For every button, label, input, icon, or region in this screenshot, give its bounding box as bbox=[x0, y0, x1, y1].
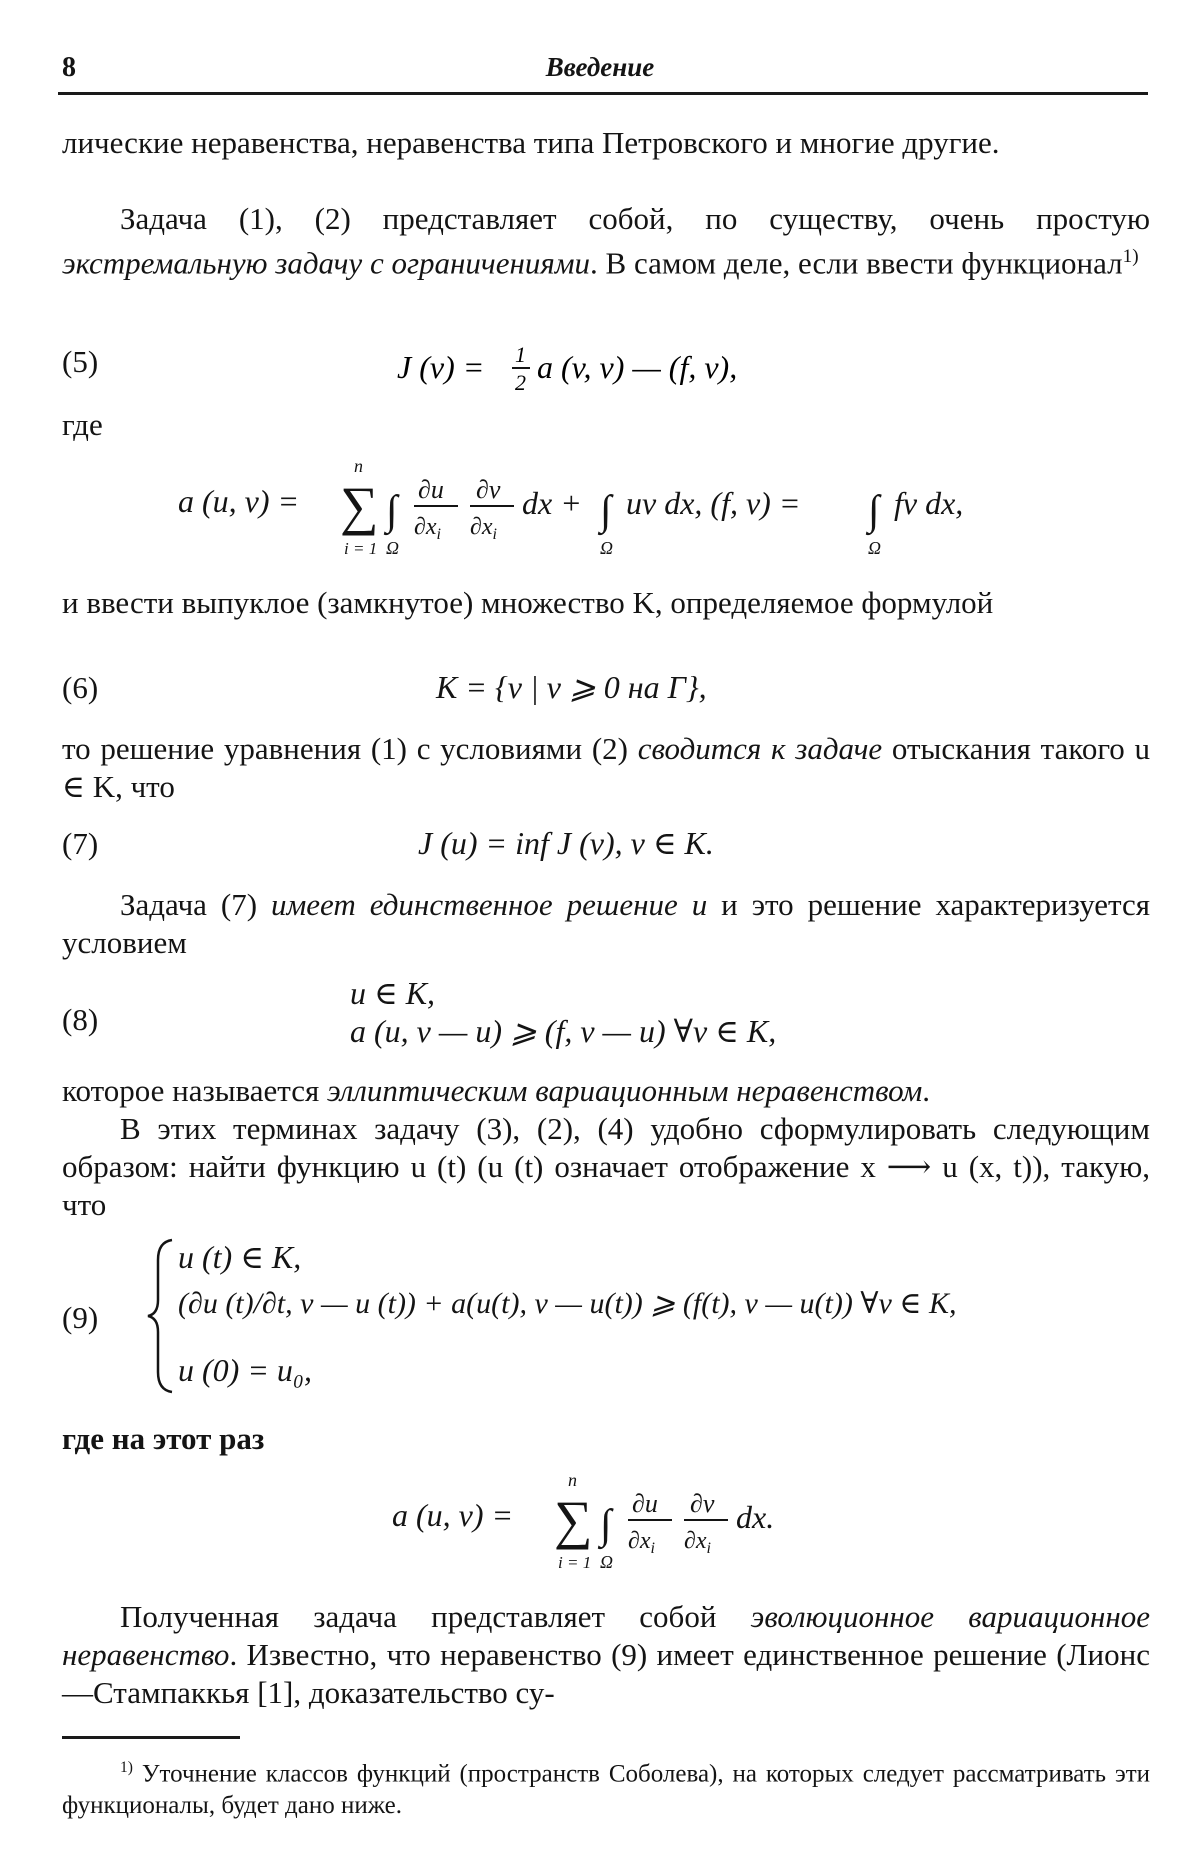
paragraph-continued: лические неравенства, неравенства типа Петровского и многие другие. bbox=[62, 125, 1000, 160]
equation-bilinear-form bbox=[178, 456, 1078, 574]
paragraph-evolution-inequality: Полученная задача представляет собой эволюционное вариационное неравенство. Известно, что неравенство (9) имеет единственное решение (Лионс—Стампаккья [1], доказательство су- bbox=[62, 1599, 1150, 1710]
paragraph-convex-set: и ввести выпуклое (замкнутое) множество K, определяемое формулой bbox=[62, 585, 994, 620]
svg-text:Ω: Ω bbox=[600, 1552, 614, 1572]
svg-text:∂v: ∂v bbox=[476, 475, 501, 504]
left-brace-glyph bbox=[142, 1236, 178, 1396]
emphasis: экстремальную задачу с ограничениями bbox=[62, 245, 591, 281]
equation-5 bbox=[393, 338, 813, 406]
svg-text:uv dx, (f, v) =: uv dx, (f, v) = bbox=[626, 485, 801, 521]
page-number: 8 bbox=[62, 52, 76, 83]
paragraph-reduction: то решение уравнения (1) с условиями (2) сводится к задаче отыскания такого u ∈ K, что bbox=[62, 731, 1150, 804]
svg-text:∑: ∑ bbox=[554, 1490, 593, 1550]
svg-text:∂v: ∂v bbox=[690, 1489, 715, 1518]
svg-text:i = 1: i = 1 bbox=[344, 539, 378, 558]
where-label: где bbox=[62, 407, 103, 442]
footnote-ref: 1) bbox=[1122, 246, 1139, 267]
bilinear-form-2-formula bbox=[392, 1470, 852, 1580]
svg-text:1: 1 bbox=[515, 342, 526, 367]
emphasis: эллиптическим вариационным неравенством bbox=[326, 1073, 923, 1108]
svg-text:2: 2 bbox=[515, 370, 526, 395]
svg-text:n: n bbox=[354, 456, 363, 476]
equation-5-formula bbox=[393, 338, 813, 398]
svg-text:∂xi: $\partial x_i$ bbox=[414, 514, 441, 543]
footnote-rule bbox=[62, 1736, 240, 1739]
svg-text:∫: ∫ bbox=[868, 488, 880, 534]
equation-8-line-2: a (u, v — u) ⩾ (f, v — u) ∀v ∈ K, bbox=[350, 1013, 777, 1049]
equation-label: (5) bbox=[62, 344, 99, 379]
svg-text:∫: ∫ bbox=[386, 488, 398, 534]
svg-text:∂xi: $\partial x_i$ bbox=[628, 1528, 655, 1557]
equation-label: (7) bbox=[62, 826, 99, 861]
paragraph-formulation: В этих терминах задачу (3), (2), (4) удобно сформулировать следующим образом: найти функцию u (t) (u (t) означает отображение x ⟶ u (x, t)), такую, что bbox=[62, 1111, 1150, 1222]
emphasis: эволюционное вариационное неравенство bbox=[62, 1599, 1150, 1672]
footnote: $^{1)}$ Уточнение классов функций (пространств Соболева), на которых следует рассматривать эти функционалы, будет дано ниже. bbox=[62, 1759, 1151, 1820]
equation-9-line-1: u (t) ∈ K, bbox=[178, 1239, 302, 1275]
paragraph-unique-solution: Задача (7) имеет единственное решение u и это решение характеризуется условием bbox=[62, 887, 1150, 960]
equation-label: (8) bbox=[62, 1002, 99, 1037]
equation-bilinear-form-2 bbox=[392, 1470, 852, 1588]
where-this-time-label: где на этот раз bbox=[62, 1421, 265, 1456]
equation-9-brace bbox=[142, 1236, 178, 1404]
equation-7: J (u) = inf J (v), v ∈ K. bbox=[418, 825, 714, 861]
bilinear-form-formula bbox=[178, 456, 1078, 566]
svg-text:J (v) =: J (v) = bbox=[397, 349, 485, 385]
emphasis: сводится к задаче bbox=[637, 731, 883, 766]
paragraph-extremal-problem: Задача (1), (2) представляет собой, по существу, очень простую экстремальную задачу с ограничениями. В самом деле, если ввести функционал$^{1)}$ bbox=[62, 201, 1150, 281]
svg-text:dx +: dx + bbox=[522, 485, 582, 521]
equation-6: K = {v | v ⩾ 0 на Γ}, bbox=[436, 669, 707, 705]
svg-text:dx.: dx. bbox=[736, 1499, 775, 1535]
footnote-mark: 1) bbox=[120, 1759, 133, 1776]
equation-9-line-2: (∂u (t)/∂t, v — u (t)) + a(u(t), v — u(t)) ⩾ (f(t), v — u(t)) ∀v ∈ K, bbox=[178, 1287, 957, 1320]
svg-text:∑: ∑ bbox=[340, 476, 379, 536]
equation-label: (6) bbox=[62, 670, 99, 705]
svg-text:i = 1: i = 1 bbox=[558, 1553, 592, 1572]
svg-text:∂xi: $\partial x_i$ bbox=[470, 514, 497, 543]
equation-9-line-3: u (0) = u₀, bbox=[178, 1352, 313, 1388]
svg-text:Ω: Ω bbox=[386, 538, 400, 558]
svg-text:Ω: Ω bbox=[600, 538, 614, 558]
equation-8-line-1: u ∈ K, bbox=[350, 975, 436, 1011]
svg-text:a (u, v) =: a (u, v) = bbox=[178, 483, 300, 519]
svg-text:fv dx,: fv dx, bbox=[894, 485, 964, 521]
running-header: Введение bbox=[545, 52, 655, 82]
header-rule bbox=[58, 92, 1148, 95]
emphasis: имеет единственное решение u bbox=[271, 887, 708, 922]
svg-text:∂u: ∂u bbox=[418, 475, 444, 504]
svg-text:a (u, v) =: a (u, v) = bbox=[392, 1497, 514, 1533]
svg-text:∂xi: $\partial x_i$ bbox=[684, 1528, 711, 1557]
svg-text:Ω: Ω bbox=[868, 538, 882, 558]
equation-label: (9) bbox=[62, 1300, 99, 1335]
svg-text:∂u: ∂u bbox=[632, 1489, 658, 1518]
svg-text:a (v, v) — (f, v),: a (v, v) — (f, v), bbox=[537, 349, 738, 385]
svg-text:∫: ∫ bbox=[600, 1502, 612, 1548]
svg-text:∫: ∫ bbox=[600, 488, 612, 534]
paragraph-elliptic-inequality: которое называется эллиптическим вариационным неравенством. bbox=[62, 1073, 931, 1108]
svg-text:n: n bbox=[568, 1470, 577, 1490]
